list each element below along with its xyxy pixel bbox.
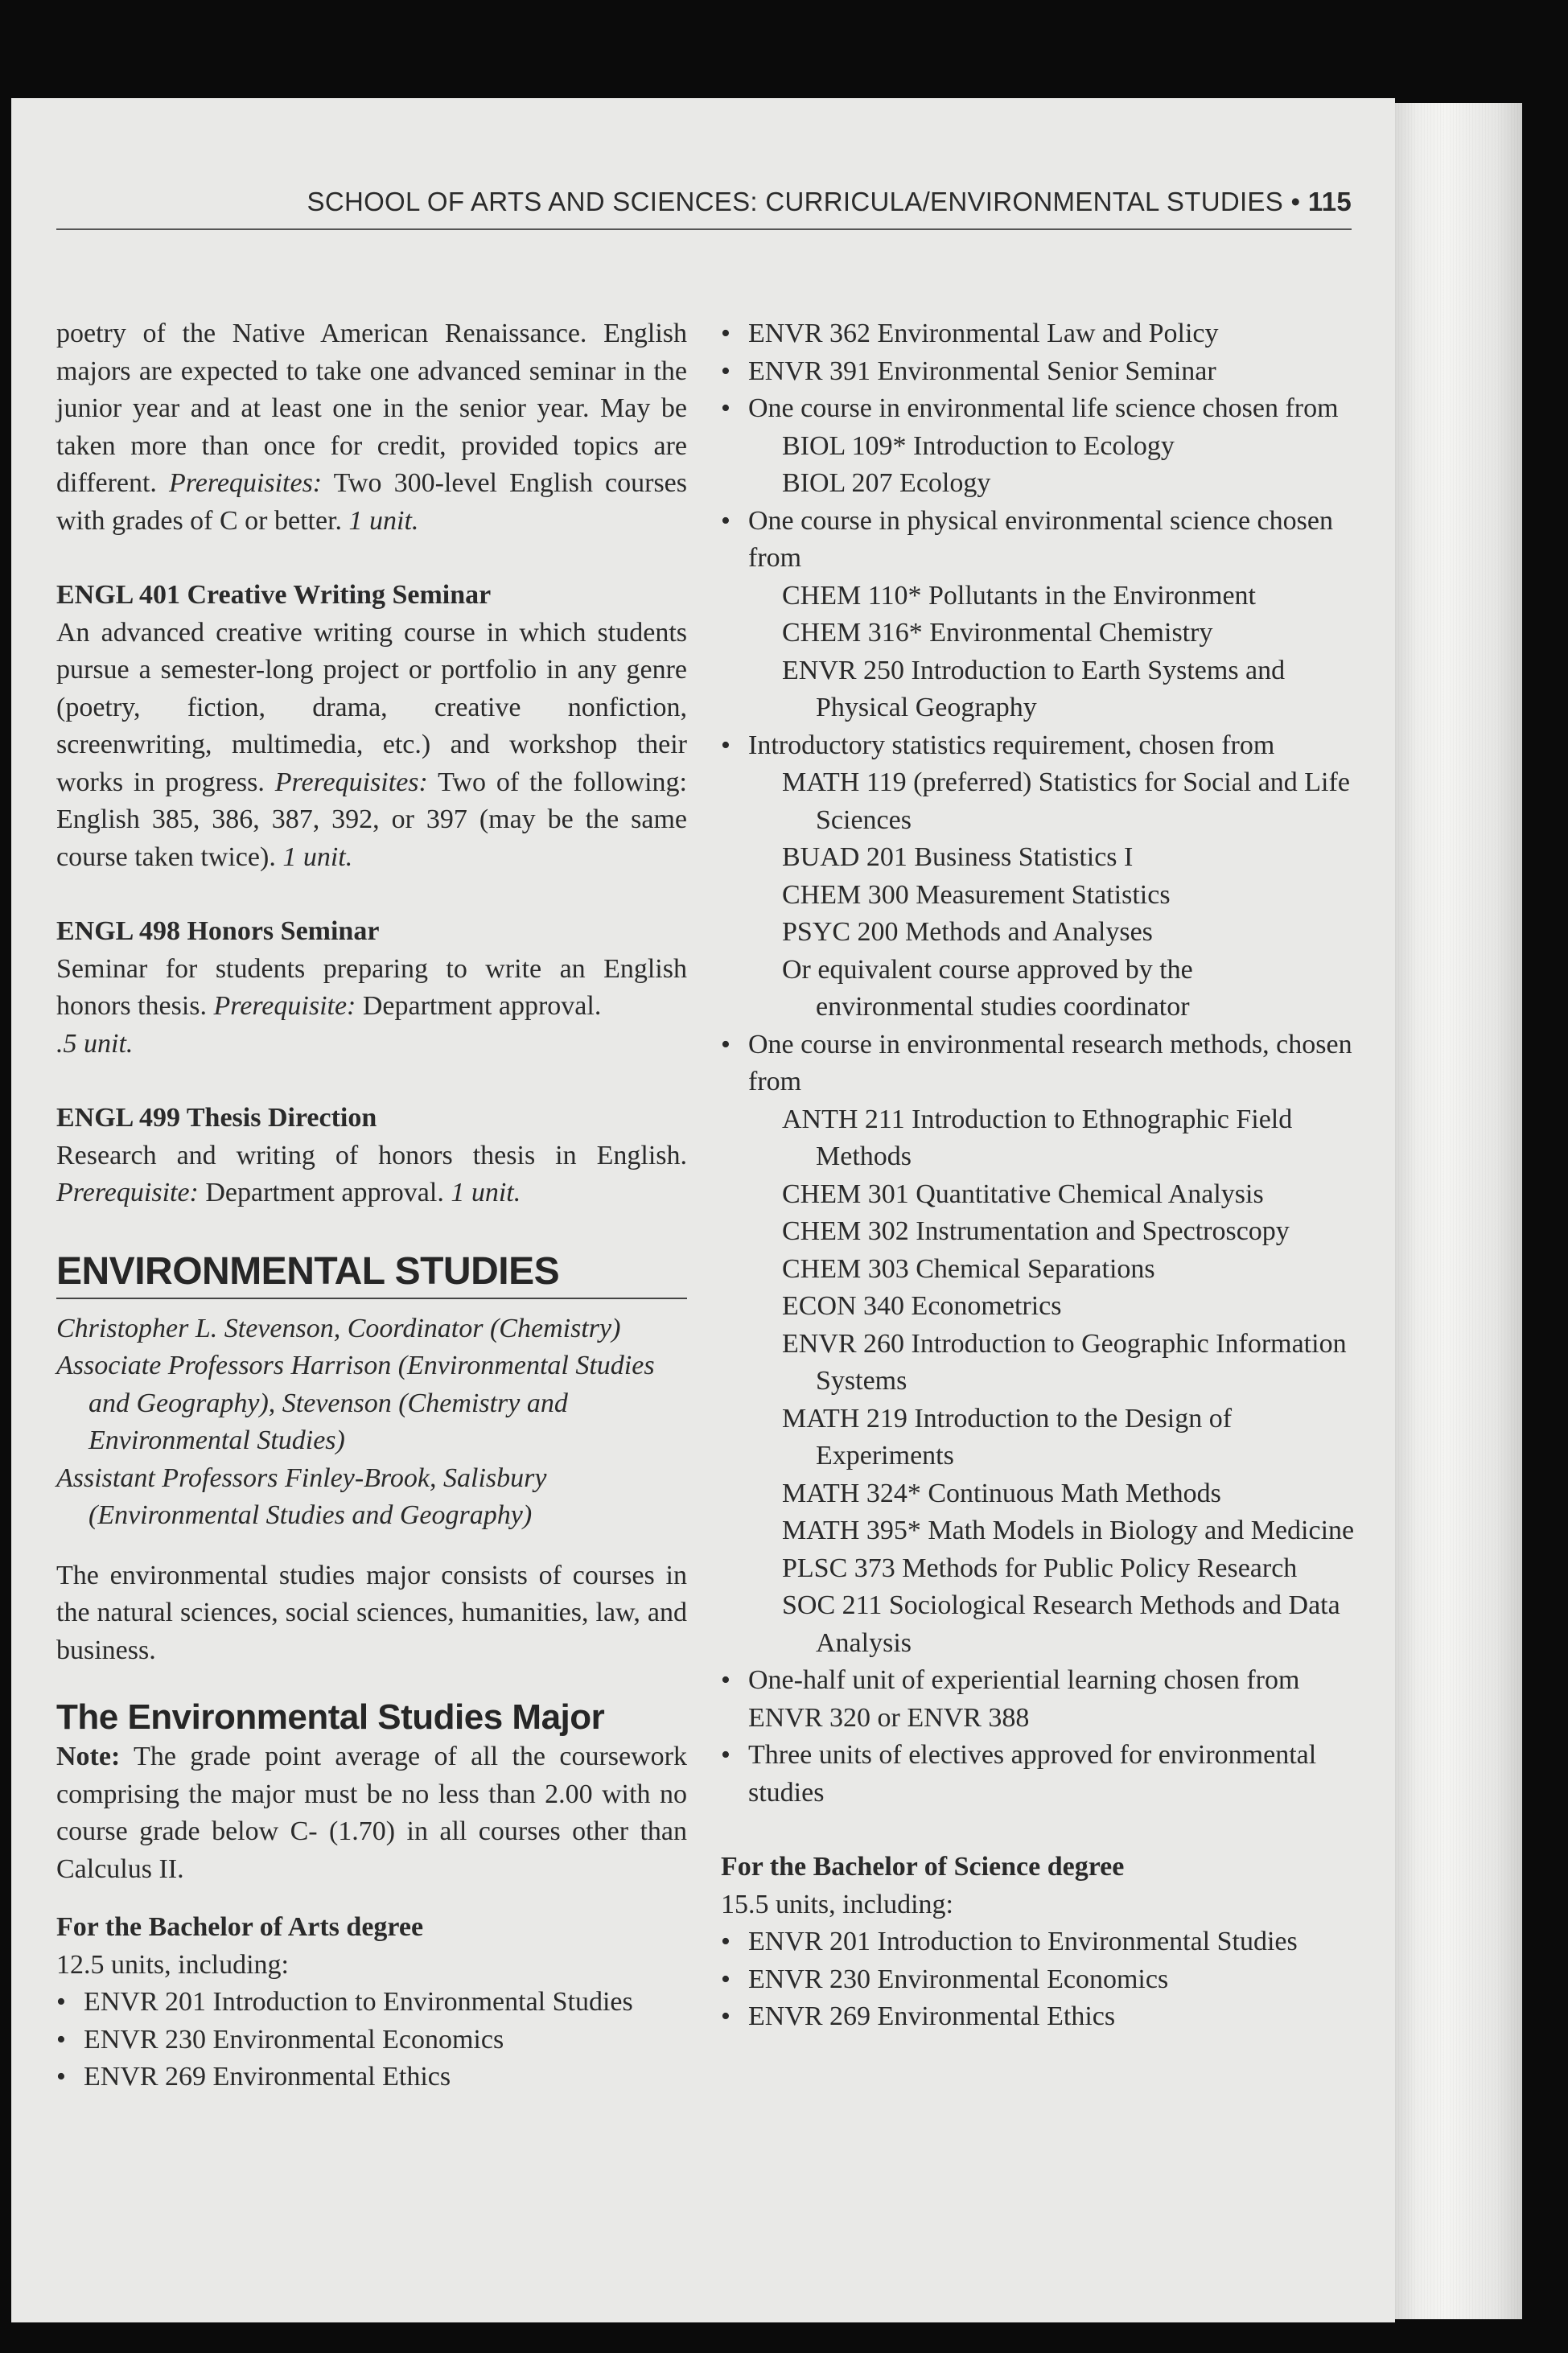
left-column xyxy=(56,315,687,2096)
requirement-text: • One course in environmental life science chosen from xyxy=(748,393,1339,423)
course-option: BUAD 201 Business Statistics I xyxy=(782,842,1134,872)
course-title: ENGL 401 Creative Writing Seminar xyxy=(56,580,492,610)
ba-units: 12.5 units, including: xyxy=(56,1949,289,1980)
faculty-entry: Christopher L. Stevenson, Coordinator (Chemistry) xyxy=(56,1313,621,1343)
bs-requirements-list xyxy=(721,1923,1356,2036)
list-item: • ENVR 269 Environmental Ethics xyxy=(721,1998,1356,2036)
ba-requirements-continued xyxy=(721,315,1356,1812)
requirement-text: • ENVR 362 Environmental Law and Policy xyxy=(748,319,1219,348)
course-option: MATH 219 Introduction to the Design of Experiments xyxy=(782,1403,1233,1471)
course-option: ENVR 250 Introduction to Earth Systems and Physical Geography xyxy=(782,655,1286,722)
list-item: • ENVR 201 Introduction to Environmental Studies xyxy=(721,1923,1356,1961)
ba-degree-title: For the Bachelor of Arts degree xyxy=(56,1912,424,1942)
course-options xyxy=(748,1101,1356,1663)
course-option: MATH 395* Math Models in Biology and Medicine xyxy=(782,1516,1355,1545)
header-rule xyxy=(56,228,1352,230)
page-stack-edge xyxy=(1395,103,1522,2319)
right-column xyxy=(721,315,1356,2036)
bs-degree-title: For the Bachelor of Science degree xyxy=(721,1852,1125,1882)
faculty-list xyxy=(56,1310,687,1535)
course-option: CHEM 316* Environmental Chemistry xyxy=(782,618,1213,648)
requirement-text: • One course in physical environmental science chosen from xyxy=(748,505,1333,573)
running-head-bullet: • xyxy=(1290,187,1301,216)
list-item: • ENVR 230 Environmental Economics xyxy=(56,2022,687,2059)
course-option: PSYC 200 Methods and Analyses xyxy=(782,917,1153,947)
course-options xyxy=(748,764,1356,1026)
requirement-item xyxy=(721,1662,1356,1737)
course-option: CHEM 300 Measurement Statistics xyxy=(782,879,1171,910)
requirement-item xyxy=(721,353,1356,391)
course-option: CHEM 303 Chemical Separations xyxy=(782,1253,1155,1284)
course-option: Or equivalent course approved by the environmental studies coordinator xyxy=(782,954,1193,1022)
course-title: ENGL 498 Honors Seminar xyxy=(56,916,380,946)
list-item: • ENVR 269 Environmental Ethics xyxy=(56,2059,687,2096)
course-option: MATH 324* Continuous Math Methods xyxy=(782,1478,1221,1508)
book-page xyxy=(11,98,1395,2322)
requirement-item xyxy=(721,390,1356,503)
course-option: ANTH 211 Introduction to Ethnographic Field Methods xyxy=(782,1104,1293,1171)
course-option: CHEM 301 Quantitative Chemical Analysis xyxy=(782,1179,1264,1209)
course-option: MATH 119 (preferred) Statistics for Social and Life Sciences xyxy=(782,767,1350,835)
list-item: • ENVR 230 Environmental Economics xyxy=(721,1961,1356,1999)
course-option: PLSC 373 Methods for Public Policy Research xyxy=(782,1553,1298,1583)
page-number: 115 xyxy=(1307,187,1352,216)
section-title: ENVIRONMENTAL STUDIES xyxy=(56,1249,560,1293)
ba-requirements-list xyxy=(56,1984,687,2096)
course-option: ENVR 260 Introduction to Geographic Information Systems xyxy=(782,1328,1347,1396)
course-option: BIOL 109* Introduction to Ecology xyxy=(782,430,1175,461)
major-intro: The environmental studies major consists of courses in the natural sciences, social sciences, humanities, law, and business. xyxy=(56,1560,687,1665)
section-rule xyxy=(56,1298,687,1299)
course-option: BIOL 207 Ecology xyxy=(782,468,991,498)
course-engl-499 xyxy=(56,1100,687,1212)
faculty-entry: Assistant Professors Finley-Brook, Salisbury (Environmental Studies and Geography) xyxy=(56,1462,547,1530)
requirement-text: • One-half unit of experiential learning chosen from ENVR 320 or ENVR 388 xyxy=(748,1665,1300,1733)
requirement-item xyxy=(721,1737,1356,1812)
requirement-text: • ENVR 391 Environmental Senior Seminar xyxy=(748,356,1216,386)
running-head-title: SCHOOL OF ARTS AND SCIENCES: CURRICULA/ENVIRONMENTAL STUDIES xyxy=(307,187,1284,216)
requirement-item xyxy=(721,315,1356,353)
running-head xyxy=(307,187,1352,217)
requirement-item xyxy=(721,1026,1356,1663)
requirement-item xyxy=(721,503,1356,727)
course-engl-498 xyxy=(56,913,687,1063)
course-option: ECON 340 Econometrics xyxy=(782,1291,1062,1321)
requirement-item xyxy=(721,727,1356,1026)
course-engl-401 xyxy=(56,577,687,876)
course-options xyxy=(748,428,1356,503)
major-title: The Environmental Studies Major xyxy=(56,1697,605,1737)
requirement-text: • One course in environmental research methods, chosen from xyxy=(748,1029,1352,1096)
course-description: An advanced creative writing course in which students pursue a semester-long project or portfolio in any genre (poetry, fiction, drama, creative nonfiction, screenwriting, multimedia, etc.) and workshop their works in progress. Prerequisites: Two of the following: English 385, 386, 387, 392, or 397 (may be the same course taken twice). 1 unit. xyxy=(56,617,688,872)
requirement-text: • Three units of electives approved for environmental studies xyxy=(748,1740,1317,1808)
course-option: CHEM 302 Instrumentation and Spectroscopy xyxy=(782,1216,1290,1246)
course-description: Research and writing of honors thesis in English. Prerequisite: Department approval. 1 unit. xyxy=(56,1140,687,1207)
requirement-text: • Introductory statistics requirement, chosen from xyxy=(748,730,1275,760)
continuation-paragraph: poetry of the Native American Renaissance. English majors are expected to take one advanced seminar in the junior year and at least one in the senior year. May be taken more than once for credit, provided topics are different. Prerequisites: Two 300-level English courses with grades of C or better. 1 unit. xyxy=(56,319,688,536)
course-title: ENGL 499 Thesis Direction xyxy=(56,1103,377,1133)
major-note: Note: The grade point average of all the coursework comprising the major must be no less than 2.00 with no course grade below C- (1.70) in all courses other than Calculus II. xyxy=(56,1742,687,1884)
course-options xyxy=(748,578,1356,727)
list-item: • ENVR 201 Introduction to Environmental Studies xyxy=(56,1984,687,2022)
course-option: SOC 211 Sociological Research Methods and Data Analysis xyxy=(782,1590,1340,1658)
bs-units: 15.5 units, including: xyxy=(721,1889,953,1919)
course-option: CHEM 110* Pollutants in the Environment xyxy=(782,580,1256,611)
faculty-entry: Associate Professors Harrison (Environmental Studies and Geography), Stevenson (Chemistry and Environmental Studies) xyxy=(56,1351,655,1455)
course-description: Seminar for students preparing to write an English honors thesis. Prerequisite: Department approval. .5 unit. xyxy=(56,953,687,1059)
